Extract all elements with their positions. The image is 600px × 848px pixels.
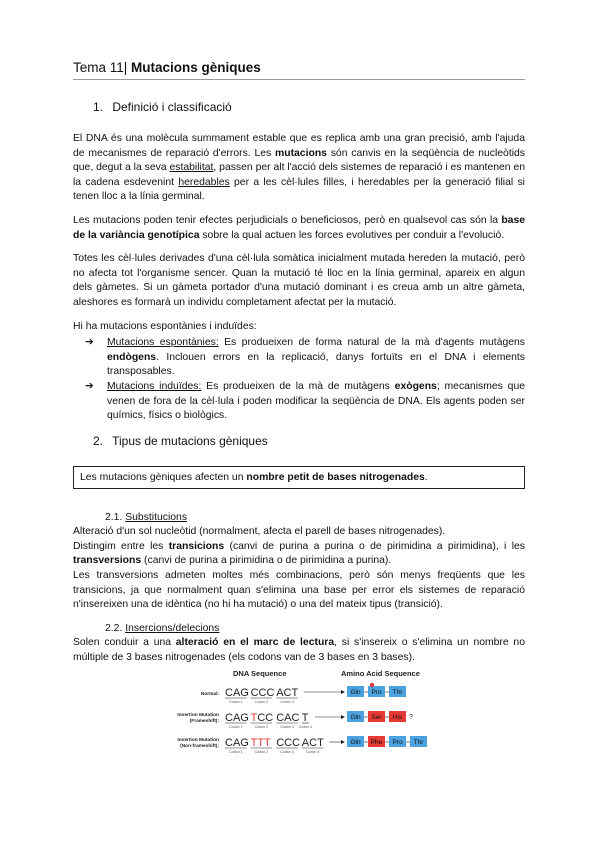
- codon: TTT: [250, 736, 271, 749]
- amino-acid-label: Pro: [392, 738, 403, 746]
- substitutions-line-3: Les transversions admeten moltes més combinacions, però són menys freqüents que les transicions, ja que normalment quan s'elimina una base per error els sistemes de reparació n'insereixen una de idèntica (no hi ha mutació) o una del mateix tipus (transició).: [73, 570, 525, 611]
- paragraph-somatic: Totes les cèl·lules derivades d'una cèl·lula somàtica inicialment mutada hereden la mutació, però no afecta tot l'organisme sencer. Quan la mutació té lloc en la línia germinal, apareix en algun dels gàmetes. Si un gàmeta portador d'una mutació dominant i es creua amb un altre gàmeta, aleshores es formarà un individu completament afectat per la mutació.: [73, 253, 525, 308]
- document-page: [73, 60, 525, 758]
- codon: CAG: [225, 711, 249, 724]
- substitutions-body: [73, 525, 525, 613]
- summary-box: Les mutacions gèniques afecten un nombre petit de bases nitrogenades.: [73, 466, 525, 489]
- insertions-paragraph: Solen conduir a una alteració en el marc de lectura, si s'insereix o s'elimina un nombre no múltiple de 3 bases nitrogenades (els codons van de 3 bases en 3 bases).: [73, 637, 525, 664]
- codon: T: [301, 711, 309, 724]
- translation-arrow-head: [341, 740, 345, 744]
- translation-arrow-head: [341, 715, 345, 719]
- codon: CAG: [225, 736, 249, 749]
- substitutions-line-1: Alteració d'un sol nucleòtid (normalment, afecta el parell de bases nitrogenades).: [73, 526, 446, 538]
- unknown-marker: ?: [409, 713, 413, 721]
- amino-acid-label: Gln: [350, 713, 361, 721]
- amino-acid-label: Pro: [371, 688, 382, 696]
- row-sublabel: (Frameshift):: [189, 718, 219, 724]
- codon-label: Codon 2: [254, 699, 269, 704]
- codon: ACT: [276, 686, 299, 699]
- row-label: Normal:: [200, 691, 219, 697]
- row-label: Insertion Mutation: [177, 712, 219, 718]
- paragraph-definition: El DNA és una molècula summament estable que es replica amb una gran precisió, amb l'ajuda de mecanismes de reparació d'errors. Les mutacions són canvis en la seqüència de nucleòtids que, degut a la seva estabilitat, passen per alt l'acció dels sistemes de reparació i es mantenen en la cadena esdevenint heredables per a les cèl·lules filles, i heredables per la generació filial si tenen lloc a la línia germinal.: [73, 133, 526, 203]
- codon-label: Codon 3: [280, 749, 294, 754]
- section-1-heading: 1. Definició i classificació: [93, 100, 232, 114]
- subsection-substitutions-heading: 2.1. Substitucions: [105, 511, 188, 523]
- codon-label: Codon 3: [280, 699, 294, 704]
- arrow-icon: ➔: [85, 337, 94, 349]
- amino-acid-label: Ser: [371, 713, 382, 721]
- insertions-body: [73, 636, 525, 665]
- list-item-spontaneous: ➔ Mutacions espontànies: Es produeixen de forma natural de la mà d'agents mutàgens endògens. Inclouen errors en la replicació, danys fortuïts en el DNA i elements transposables.: [85, 337, 525, 378]
- codon-label: Codon 2: [254, 724, 269, 729]
- subsection-insertions-heading: 2.2. Insercions/delecions: [105, 622, 220, 634]
- codon-label: Codon 4: [298, 724, 313, 729]
- dna-sequence-header: DNA Sequence: [233, 668, 287, 678]
- paragraph-types-intro: Hi ha mutacions espontànies i induïdes:: [73, 320, 257, 332]
- codon: TCC: [250, 711, 274, 724]
- codon-label: Codon 1: [229, 749, 243, 754]
- amino-acid-label: Gln: [350, 688, 361, 696]
- mutation-marker-dot: [370, 682, 374, 686]
- codon: CAC: [276, 711, 300, 724]
- amino-acid-label: Thr: [392, 688, 403, 696]
- codon-label: Codon 3: [280, 724, 294, 729]
- page-title: Tema 11| Mutacions gèniques: [73, 60, 525, 80]
- row-sublabel: (Non-frameshift):: [180, 743, 219, 749]
- amino-acid-label: His: [392, 713, 403, 721]
- amino-acid-label: Thr: [413, 738, 424, 746]
- codon-label: Codon 1: [229, 724, 243, 729]
- translation-arrow-head: [341, 690, 345, 694]
- list-item-induced: ➔ Mutacions induïdes: Es produeixen de la mà de mutàgens exògens; mecanismes que venen de fora de la cèl·lula i poden modificar la seqüència de DNA. Els agents poden ser químics, físics o biològics.: [85, 380, 525, 422]
- mutation-origin-list: [73, 336, 525, 424]
- codon-label: Codon 2: [254, 749, 269, 754]
- codon: CCC: [276, 736, 301, 749]
- arrow-icon: ➔: [85, 380, 94, 392]
- codon: CCC: [250, 686, 275, 699]
- mutation-figure: [73, 666, 525, 758]
- section-2-heading: 2. Tipus de mutacions gèniques: [93, 433, 268, 448]
- codon: CAG: [225, 686, 249, 699]
- codon-label: Codon 1: [229, 699, 243, 704]
- paragraph-effects: Les mutacions poden tenir efectes perjudicials o beneficiosos, però en qualsevol cas són la base de la variància genotípica sobre la qual actuen les forces evolutives per conduir a l'evolució.: [73, 214, 525, 241]
- amino-acid-label: Gln: [350, 738, 361, 746]
- codon: ACT: [301, 736, 324, 749]
- row-label: Insertion Mutation: [177, 737, 219, 743]
- substitutions-line-2: Distingim entre les transicions (canvi de purina a purina o de pirimidina a pirimidina), i les transversions (canvi de purina a pirimidina o de pirimidina a purina).: [73, 540, 525, 567]
- amino-acid-label: Phe: [370, 738, 383, 746]
- amino-acid-sequence-header: Amino Acid Sequence: [341, 668, 420, 678]
- codon-label: Codon 4: [305, 749, 320, 754]
